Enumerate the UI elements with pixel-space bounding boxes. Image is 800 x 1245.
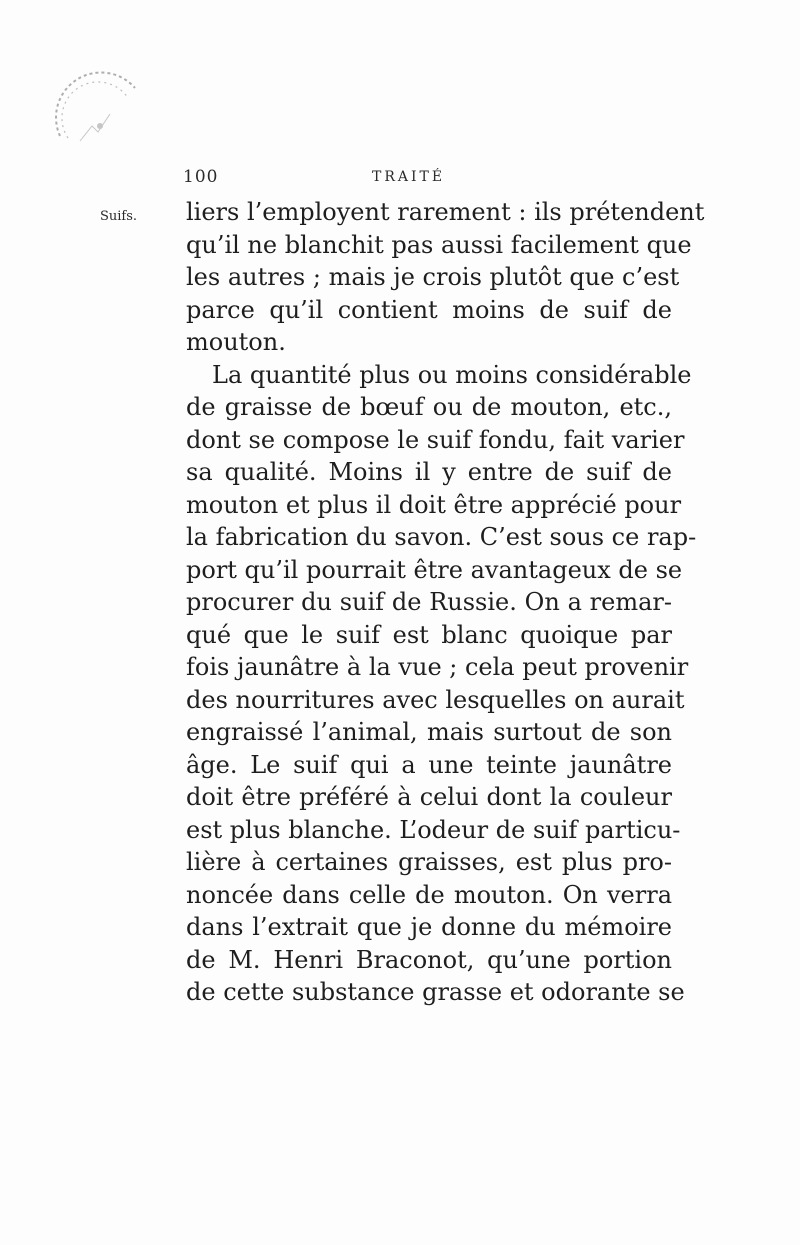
text-line: les autres ; mais je crois plutôt que c’est	[186, 263, 680, 291]
text-line: dont se compose le suif fondu, fait varier	[186, 425, 685, 454]
text-line: mouton.	[186, 328, 286, 356]
text-line: de graisse de bœuf ou de mouton, etc.,	[186, 393, 672, 421]
text-line: La quantité plus ou moins considérable	[212, 360, 692, 389]
text-line: qu’il ne blanchit pas aussi facilement que	[186, 230, 692, 259]
body-text	[186, 196, 705, 1009]
text-line: la fabrication du savon. C’est sous ce rap-	[186, 523, 697, 551]
text-line: âge. Le suif qui a une teinte jaunâtre	[186, 750, 672, 779]
text-line: est plus blanche. L’odeur de suif particu-	[186, 815, 681, 844]
page-number: 100	[183, 167, 219, 187]
text-line: liers l’employent rarement : ils prétendent	[186, 198, 705, 226]
text-line: parce qu’il contient moins de suif de	[186, 295, 672, 324]
text-line: port qu’il pourrait être avantageux de se	[186, 555, 683, 584]
text-line: doit être préféré à celui dont la couleur	[186, 783, 672, 811]
text-line: mouton et plus il doit être apprécié pour	[186, 490, 682, 519]
text-line: de cette substance grasse et odorante se	[186, 978, 685, 1006]
text-line: qué que le suif est blanc quoique par	[186, 620, 672, 649]
text-line: lière à certaines graisses, est plus pro-	[186, 848, 672, 876]
running-head: TRAITÉ	[372, 169, 446, 185]
text-line: des nourritures avec lesquelles on aurait	[186, 685, 685, 714]
text-line: sa qualité. Moins il y entre de suif de	[186, 458, 672, 486]
text-line: de M. Henri Braconot, qu’une portion	[186, 945, 672, 974]
margin-note: Suifs.	[100, 209, 138, 224]
library-stamp-icon	[40, 66, 160, 186]
text-line: procurer du suif de Russie. On a remar-	[186, 588, 672, 616]
text-line: fois jaunâtre à la vue ; cela peut provenir	[186, 653, 689, 681]
text-line: noncée dans celle de mouton. On verra	[186, 880, 672, 909]
text-line: dans l’extrait que je donne du mémoire	[186, 913, 672, 941]
text-line: engraissé l’animal, mais surtout de son	[186, 718, 672, 746]
